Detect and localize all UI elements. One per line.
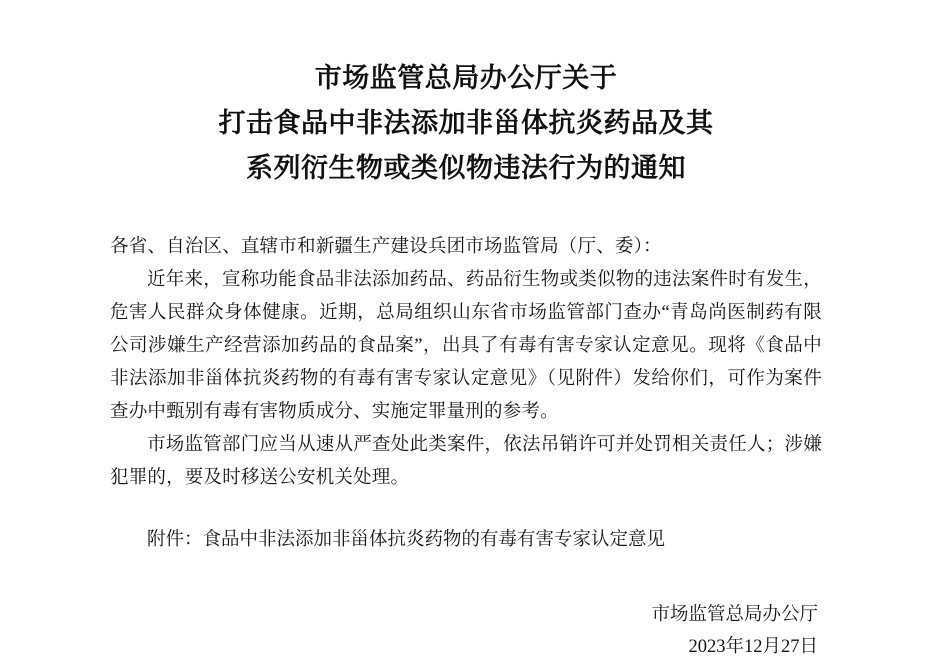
- page-title: [110, 0, 822, 191]
- body-paragraph-1: 近年来，宣称功能食品非法添加药品、药品衍生物或类似物的违法案件时有发生，危害人民群众身体健康。近期，总局组织山东省市场监管部门查办“青岛尚医制药有限公司涉嫌生产经营添加药品的食品案”，出具了有毒有害专家认定意见。现将《食品中非法添加非甾体抗炎药物的有毒有害专家认定意见》（见附件）发给你们，可作为案件查办中甄别有毒有害物质成分、实施定罪量刑的参考。: [110, 270, 822, 422]
- body-paragraph-2: 市场监管部门应当从速从严查处此类案件，依法吊销许可并处罚相关责任人；涉嫌犯罪的，要及时移送公安机关处理。: [110, 435, 822, 488]
- attachment-line: 附件：食品中非法添加非甾体抗炎药物的有毒有害专家认定意见: [147, 530, 666, 550]
- signature-block: [110, 599, 822, 663]
- issue-date: 2023年12月27日: [688, 637, 818, 657]
- salutation: 各省、自治区、直辖市和新疆生产建设兵团市场监管局（厅、委）：: [110, 237, 662, 257]
- title-line-1: 市场监管总局办公厅关于: [314, 63, 618, 93]
- issuing-organization: 市场监管总局办公厅: [651, 605, 818, 625]
- document-body: [110, 231, 822, 663]
- title-line-3: 系列衍生物或类似物违法行为的通知: [246, 153, 686, 183]
- title-line-2: 打击食品中非法添加非甾体抗炎药品及其: [218, 108, 714, 138]
